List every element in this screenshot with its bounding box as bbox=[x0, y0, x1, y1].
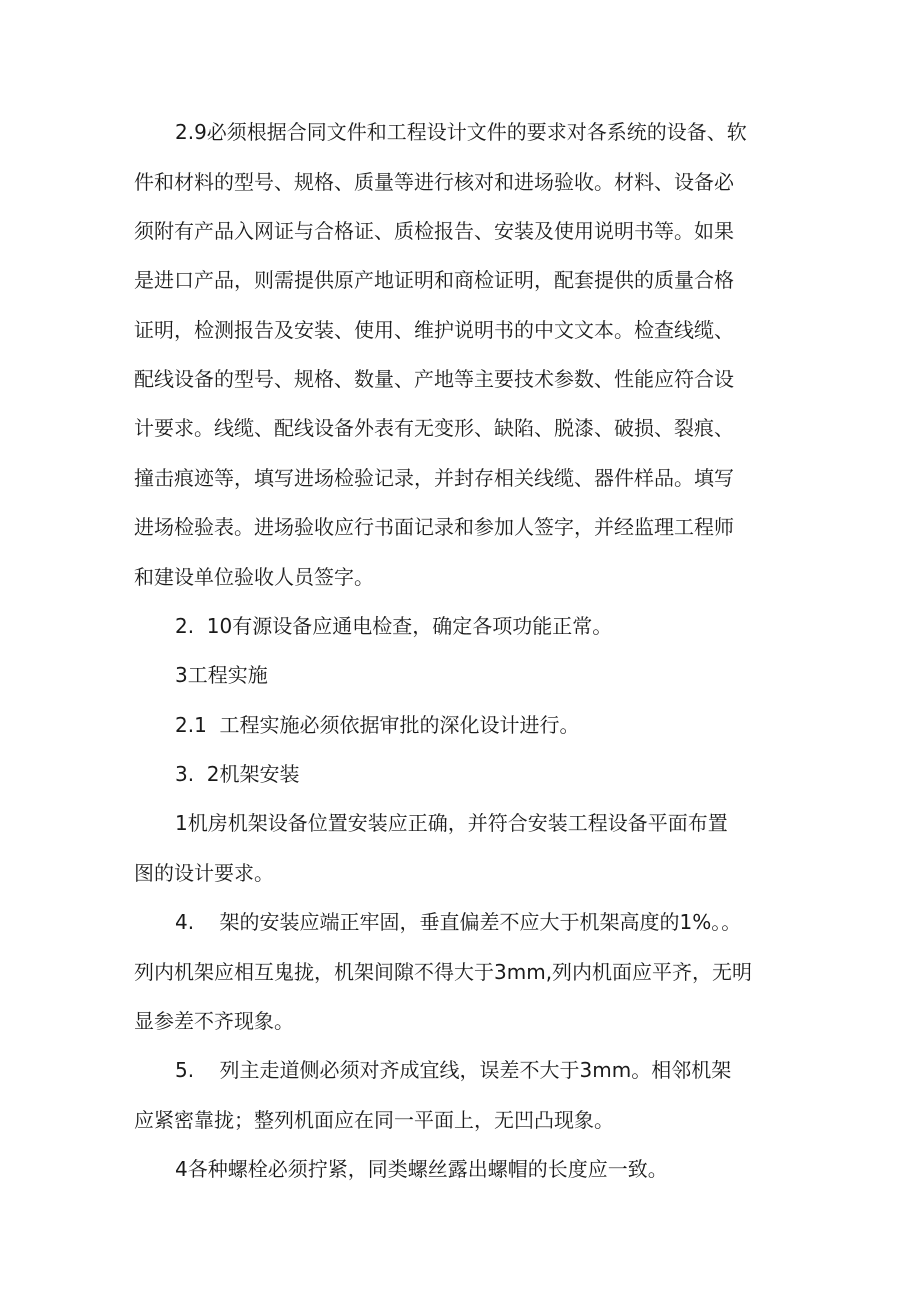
section-heading: 3工程实施 bbox=[175, 663, 268, 687]
text-line-20: 5. 列主走道侧必须对齐成宜线，误差不大于3mm。相邻机架 bbox=[175, 1058, 732, 1082]
text-line-6: 配线设备的型号、规格、数量、产地等主要技术参数、性能应符合设 bbox=[134, 367, 734, 391]
text-line-11: 2. 10有源设备应通电检查，确定各项功能正常。 bbox=[175, 614, 613, 638]
text-line-17: 4. 架的安装应端正牢固，垂直偏差不应大于机架高度的1%。。 bbox=[175, 910, 742, 934]
text-line-16: 图的设计要求。 bbox=[134, 861, 274, 885]
text-line-21: 应紧密靠拢；整列机面应在同一平面上，无凹凸现象。 bbox=[134, 1108, 614, 1132]
text-line-22: 4各种螺栓必须拧紧，同类螺丝露出螺帽的长度应一致。 bbox=[175, 1157, 668, 1181]
text-line-7: 计要求。线缆、配线设备外表有无变形、缺陷、脱漆、破损、裂痕、 bbox=[134, 416, 734, 440]
text-line-15: 1机房机架设备位置安装应正确，并符合安装工程设备平面布置 bbox=[175, 811, 728, 835]
text-line-3: 须附有产品入网证与合格证、质检报告、安装及使用说明书等。如果 bbox=[134, 219, 734, 243]
text-line-10: 和建设单位验收人员签字。 bbox=[134, 565, 374, 589]
text-line-8: 撞击痕迹等，填写进场检验记录，并封存相关线缆、器件样品。填写 bbox=[134, 466, 734, 490]
text-line-5: 证明，检测报告及安装、使用、维护说明书的中文文本。检查线缆、 bbox=[134, 318, 734, 342]
text-line-18: 列内机架应相互鬼拢，机架间隙不得大于3mm,列内机面应平齐，无明 bbox=[134, 960, 753, 984]
text-line-2: 件和材料的型号、规格、质量等进行核对和进场验收。材料、设备必 bbox=[134, 170, 734, 194]
text-line-13: 2.1 工程实施必须依据审批的深化设计进行。 bbox=[175, 713, 580, 737]
subsection-heading: 3. 2机架安装 bbox=[175, 762, 300, 786]
text-line-9: 进场检验表。进场验收应行书面记录和参加人签字，并经监理工程师 bbox=[134, 515, 734, 539]
text-line-4: 是进口产品，则需提供原产地证明和商检证明，配套提供的质量合格 bbox=[134, 268, 734, 292]
text-line-19: 显参差不齐现象。 bbox=[134, 1009, 294, 1033]
text-line-1: 2.9必须根据合同文件和工程设计文件的要求对各系统的设备、软 bbox=[175, 120, 747, 144]
